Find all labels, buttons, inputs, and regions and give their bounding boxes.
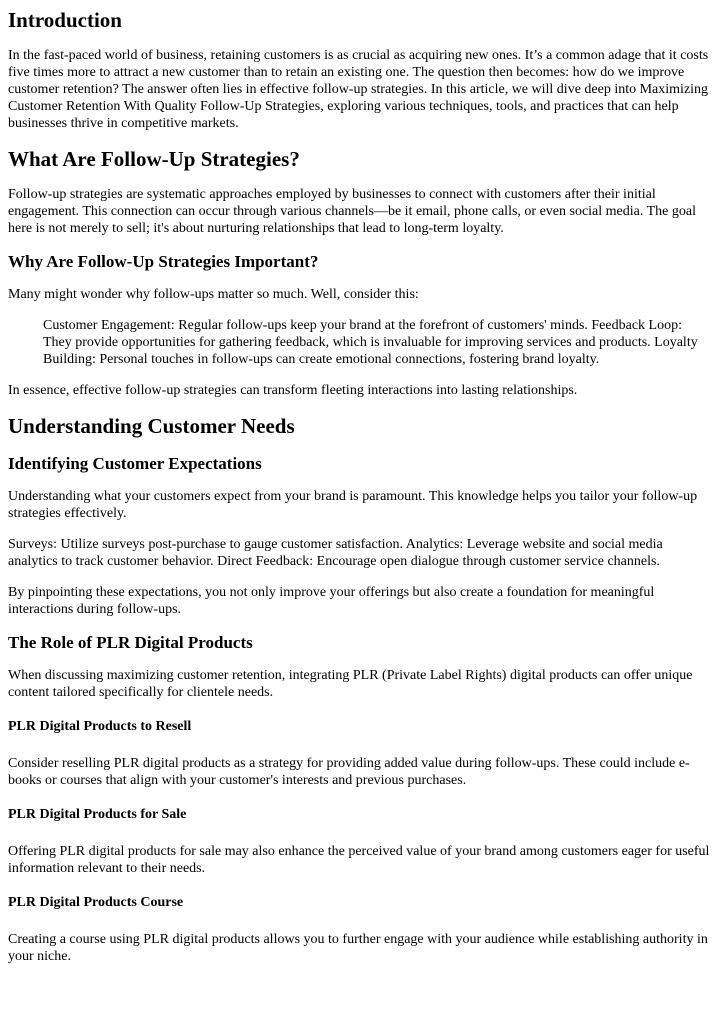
expect-paragraph-1: Understanding what your customers expect from your brand is paramount. This knowledge helps you tailor your follow-up strategies effectively. xyxy=(8,489,698,521)
why-quote: Customer Engagement: Regular follow-ups keep your brand at the forefront of customers' minds. Feedback Loop: They provide opportunities for gathering feedback, which is invaluable for improving services and products. Loyalty Building: Personal touches in follow-ups can create emotional connections, fostering brand loyalty. xyxy=(43,318,698,367)
expect-paragraph-2: Surveys: Utilize surveys post-purchase to gauge customer satisfaction. Analytics: Leverage website and social media analytics to track customer behavior. Direct Feedback: Encourage open dialogue through customer service channels. xyxy=(8,537,663,569)
resell-paragraph: Consider reselling PLR digital products as a strategy for providing added value during follow-ups. These could include e-books or courses that align with your customer's interests and previous purchases. xyxy=(8,756,690,788)
intro-paragraph: In the fast-paced world of business, retaining customers is as crucial as acquiring new ones. It’s a common adage that it costs five times more to attract a new customer than to retain an existing one. The question then becomes: how do we improve customer retention? The answer often lies in effective follow-up strategies. In this article, we will dive deep into Maximizing Customer Retention With Quality Follow-Up Strategies, exploring various techniques, tools, and practices that can help businesses thrive in competitive markets. xyxy=(8,48,709,131)
what-paragraph: Follow-up strategies are systematic approaches employed by businesses to connect with customers after their initial engagement. This connection can occur through various channels—be it email, phone calls, or even social media. The goal here is not merely to sell; it's about nurturing relationships that lead to long-term loyalty. xyxy=(8,187,696,236)
plr-paragraph: When discussing maximizing customer retention, integrating PLR (Private Label Rights) digital products can offer unique content tailored specifically for clientele needs. xyxy=(8,668,693,700)
sale-paragraph: Offering PLR digital products for sale may also enhance the perceived value of your brand among customers eager for useful information relevant to their needs. xyxy=(8,844,710,876)
why-essence-paragraph: In essence, effective follow-up strategies can transform fleeting interactions into lasting relationships. xyxy=(8,383,578,398)
sale-heading: PLR Digital Products for Sale xyxy=(8,807,187,822)
resell-heading: PLR Digital Products to Resell xyxy=(8,719,192,734)
why-paragraph: Many might wonder why follow-ups matter so much. Well, consider this: xyxy=(8,287,419,302)
why-heading: Why Are Follow-Up Strategies Important? xyxy=(8,252,319,271)
what-heading: What Are Follow-Up Strategies? xyxy=(8,147,300,171)
needs-heading: Understanding Customer Needs xyxy=(8,414,295,438)
expect-heading: Identifying Customer Expectations xyxy=(8,454,262,473)
plr-heading: The Role of PLR Digital Products xyxy=(8,633,253,652)
intro-heading: Introduction xyxy=(8,8,122,32)
course-heading: PLR Digital Products Course xyxy=(8,895,184,910)
course-paragraph: Creating a course using PLR digital products allows you to further engage with your audience while establishing authority in your niche. xyxy=(8,932,708,964)
expect-paragraph-3: By pinpointing these expectations, you not only improve your offerings but also create a foundation for meaningful interactions during follow-ups. xyxy=(8,585,655,617)
article xyxy=(0,7,720,965)
